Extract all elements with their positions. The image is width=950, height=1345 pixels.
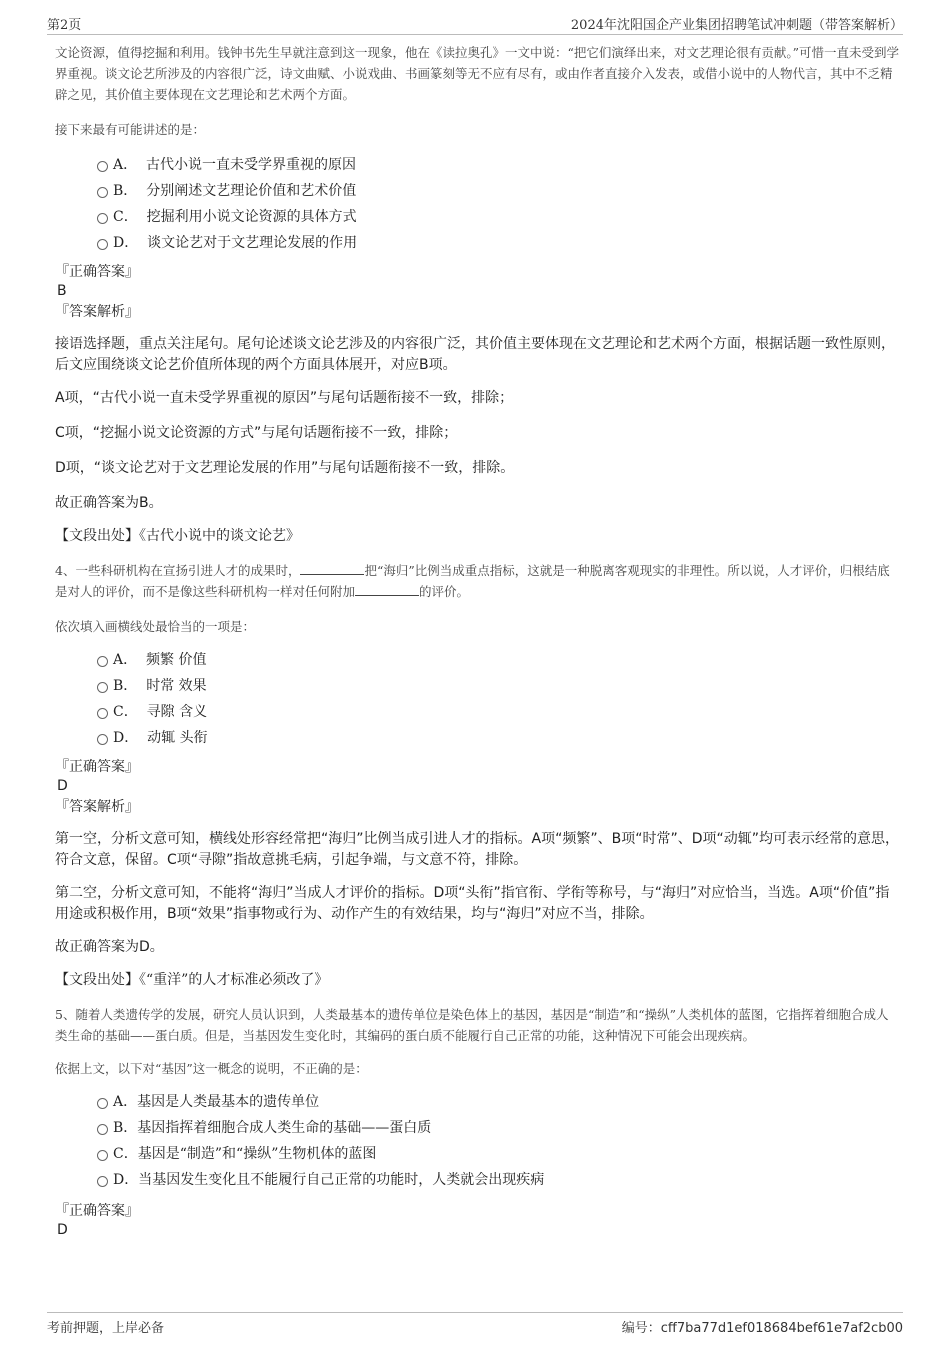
radio-button[interactable]: [97, 682, 108, 693]
q4-prompt: 依次填入画横线处最恰当的一项是：: [55, 619, 256, 634]
q3-analysis-p1: 接语选择题，重点关注尾句。尾句论述谈文论艺涉及的内容很广泛，其价值主要体现在文艺理论和艺术两个方面，根据话题一致性原则，后文应围绕谈文论艺价值所体现的两个方面具体展开，对应B项。: [55, 336, 895, 373]
q5-answer-label: 『正确答案』: [55, 1203, 139, 1219]
q5-option-d[interactable]: D．当基因发生变化且不能履行自己正常的功能时，人类就会出现疾病: [55, 1167, 900, 1193]
q4-stem: 4、一些科研机构在宣扬引进人才的成果时， 把“海归”比例当成重点指标，这就是一种脱离客观现实的非理性。所以说，人才评价，归根结底是对人的评价，而不是像这些科研机构一样对任何附加 的评价。: [55, 563, 890, 599]
q5-option-b[interactable]: B．基因指挥着细胞合成人类生命的基础——蛋白质: [55, 1115, 900, 1141]
q4-option-d[interactable]: D． 动辄 头衔: [55, 725, 900, 751]
q3-stem: 文论资源，值得挖掘和利用。钱钟书先生早就注意到这一现象，他在《读拉奥孔》一文中说：“把它们演绎出来，对文艺理论很有贡献。”可惜一直未受到学界重视。谈文论艺所涉及的内容很广泛，诗文曲赋、小说戏曲、书画篆刻等无不应有尽有，或由作者直接介入发表，或借小说中的人物代言，其中不乏精辟之见，其价值主要体现在文艺理论和艺术两个方面。: [55, 45, 900, 102]
q3-option-a[interactable]: A． 古代小说一直未受学界重视的原因: [55, 152, 900, 178]
radio-button[interactable]: [97, 1176, 108, 1187]
q4-analysis-p2: 第二空，分析文意可知，不能将“海归”当成人才评价的指标。D项“头衔”指官衔、学衔等称号，与“海归”对应恰当，当选。A项“价值”指用途或积极作用，B项“效果”指事物或行为、动作产生的有效结果，均与“海归”对应不当，排除。: [55, 885, 890, 922]
q3-answer-label: 『正确答案』: [55, 264, 139, 280]
radio-button[interactable]: [97, 1098, 108, 1109]
q5-prompt: 依据上文，以下对“基因”这一概念的说明，不正确的是：: [55, 1061, 368, 1076]
q3-prompt: 接下来最有可能讲述的是：: [55, 122, 206, 137]
radio-button[interactable]: [97, 708, 108, 719]
radio-button[interactable]: [97, 239, 108, 250]
page-number: 第2页: [47, 18, 82, 33]
document-code: 编号：cff7ba77d1ef018684bef61e7af2cb00: [621, 1321, 903, 1336]
fill-blank: [355, 585, 419, 596]
q3-option-c[interactable]: C． 挖掘利用小说文论资源的具体方式: [55, 204, 900, 230]
q4-analysis-p3: 故正确答案为D。: [55, 939, 164, 955]
q3-analysis-label: 『答案解析』: [55, 304, 139, 320]
q3-option-d[interactable]: D． 谈文论艺对于文艺理论发展的作用: [55, 230, 900, 256]
page-content: [55, 42, 900, 1239]
q3-analysis-p3: C项，“挖掘小说文论资源的方式”与尾句话题衔接不一致，排除；: [55, 425, 458, 441]
radio-button[interactable]: [97, 213, 108, 224]
q3-options: [55, 152, 900, 256]
radio-button[interactable]: [97, 187, 108, 198]
q5-option-a[interactable]: A．基因是人类最基本的遗传单位: [55, 1089, 900, 1115]
q5-options: [55, 1089, 900, 1193]
radio-button[interactable]: [97, 1150, 108, 1161]
q5-option-c[interactable]: C．基因是“制造”和“操纵”生物机体的蓝图: [55, 1141, 900, 1167]
radio-button[interactable]: [97, 656, 108, 667]
q5-answer: D: [57, 1222, 68, 1238]
radio-button[interactable]: [97, 161, 108, 172]
q4-analysis-p1: 第一空，分析文意可知，横线处形容经常把“海归”比例当成引进人才的指标。A项“频繁”、B项“时常”、D项“动辄”均可表示经常的意思，符合文意，保留。C项“寻隙”指故意挑毛病，引起争端，与文意不符，排除。: [55, 831, 899, 868]
q5-stem: 5、随着人类遗传学的发展，研究人员认识到，人类最基本的遗传单位是染色体上的基因，基因是“制造”和“操纵”人类机体的蓝图，它指挥着细胞合成人类生命的基础——蛋白质。但是，当基因发生变化时，其编码的蛋白质不能履行自己正常的功能，这种情况下可能会出现疾病。: [55, 1007, 889, 1043]
q4-option-b[interactable]: B． 时常 效果: [55, 673, 900, 699]
q3-answer: B: [57, 283, 67, 299]
fill-blank: [300, 564, 364, 575]
q4-option-a[interactable]: A． 频繁 价值: [55, 647, 900, 673]
radio-button[interactable]: [97, 734, 108, 745]
q4-options: [55, 647, 900, 751]
document-title: 2024年沈阳国企产业集团招聘笔试冲刺题（带答案解析）: [570, 18, 903, 33]
q3-analysis-p4: D项，“谈文论艺对于文艺理论发展的作用”与尾句话题衔接不一致，排除。: [55, 460, 515, 476]
q4-answer-label: 『正确答案』: [55, 759, 139, 775]
q4-analysis-label: 『答案解析』: [55, 799, 139, 815]
q3-option-b[interactable]: B． 分别阐述文艺理论价值和艺术价值: [55, 178, 900, 204]
q3-analysis-p5: 故正确答案为B。: [55, 495, 163, 511]
radio-button[interactable]: [97, 1124, 108, 1135]
page-header: [47, 12, 903, 35]
footer-slogan: 考前押题，上岸必备: [47, 1321, 165, 1336]
q4-source: 【文段出处】《“重洋”的人才标准必须改了》: [55, 972, 329, 988]
q4-option-c[interactable]: C． 寻隙 含义: [55, 699, 900, 725]
page-footer: [47, 1312, 903, 1336]
q3-source: 【文段出处】《古代小说中的谈文论艺》: [55, 528, 300, 544]
q4-answer: D: [57, 778, 68, 794]
q3-analysis-p2: A项，“古代小说一直未受学界重视的原因”与尾句话题衔接不一致，排除；: [55, 390, 514, 406]
